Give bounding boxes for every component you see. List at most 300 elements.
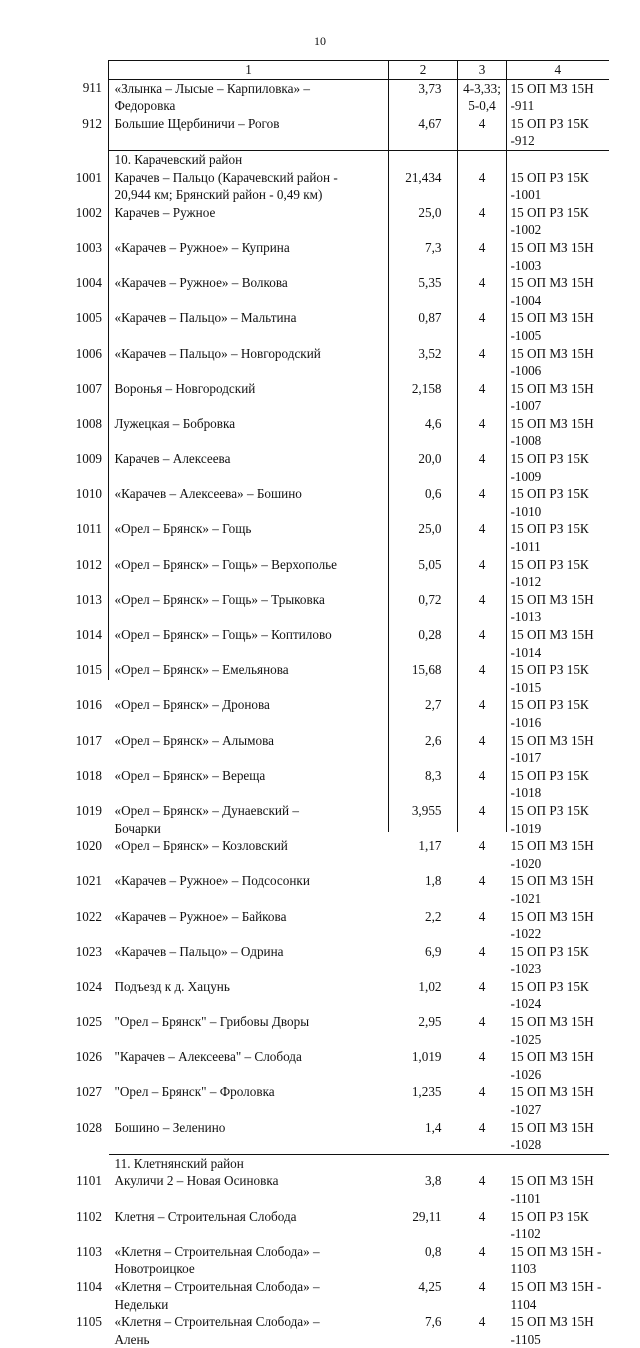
cell-road-name-text: Акуличи 2 – Новая Осиновка bbox=[114, 1173, 279, 1189]
row-number: 1024 bbox=[75, 978, 102, 994]
cell-category bbox=[458, 520, 507, 555]
cell-code-text: 15 ОП РЗ 15К -1010 bbox=[510, 486, 589, 519]
cell-category bbox=[458, 150, 507, 168]
table-row bbox=[109, 802, 609, 837]
cell-code bbox=[507, 520, 609, 555]
page-number: 10 bbox=[314, 34, 326, 48]
table-row bbox=[109, 239, 609, 274]
cell-road-name-text: «Клетня – Строительная Слобода» – bbox=[114, 1278, 320, 1294]
cell-length-text: 0,28 bbox=[418, 627, 442, 642]
cell-code-text: 15 ОП МЗ 15Н -1006 bbox=[510, 345, 594, 379]
cell-length-text: 4,6 bbox=[425, 415, 442, 431]
cell-length-text: 3,73 bbox=[418, 80, 442, 96]
table-row bbox=[109, 450, 609, 485]
cell-road-name-text: «Карачев – Алексеева» – Бошино bbox=[114, 486, 302, 502]
cell-category-text: 4 bbox=[478, 486, 486, 502]
cell-code bbox=[507, 591, 609, 626]
cell-road-name-text: Воронья – Новгородский bbox=[114, 380, 256, 396]
cell-code bbox=[507, 1172, 609, 1207]
cell-road-name-text: 20,944 км; Брянский район - 0,49 км) bbox=[114, 187, 323, 203]
cell-category bbox=[458, 309, 507, 344]
row-number: 1003 bbox=[75, 239, 102, 255]
table-row bbox=[109, 204, 609, 239]
cell-road-name bbox=[109, 274, 389, 309]
cell-category bbox=[458, 1013, 507, 1048]
cell-code bbox=[507, 309, 609, 344]
cell-category bbox=[458, 115, 507, 151]
cell-code-text: 15 ОП МЗ 15Н -1017 bbox=[510, 732, 594, 766]
cell-code-text: 15 ОП РЗ 15К -1023 bbox=[510, 943, 589, 977]
cell-length-text: 29,11 bbox=[412, 1208, 442, 1224]
cell-length-text: 0,8 bbox=[425, 1243, 442, 1259]
cell-length-text: 4,67 bbox=[418, 115, 442, 131]
row-number: 1103 bbox=[76, 1243, 102, 1259]
cell-code-text: 15 ОП МЗ 15Н -1014 bbox=[510, 627, 594, 660]
cell-length-text: 8,3 bbox=[425, 767, 442, 783]
cell-road-name bbox=[109, 556, 389, 591]
cell-road-name-text: «Орел – Брянск» – Гощь» – Коптилово bbox=[114, 627, 332, 642]
cell-length bbox=[389, 1243, 458, 1278]
cell-length-text: 25,0 bbox=[418, 204, 442, 220]
cell-code-text: 15 ОП МЗ 15Н -1007 bbox=[510, 380, 594, 414]
cell-length bbox=[389, 415, 458, 450]
cell-length bbox=[389, 380, 458, 415]
row-number: 912 bbox=[82, 115, 102, 131]
cell-code-text: 15 ОП РЗ 15К -1001 bbox=[510, 169, 589, 203]
table-row bbox=[109, 380, 609, 415]
table-row bbox=[109, 626, 609, 661]
cell-length bbox=[389, 204, 458, 239]
section-row bbox=[109, 150, 609, 168]
cell-length bbox=[389, 732, 458, 767]
cell-code-text: 15 ОП МЗ 15Н -1013 bbox=[510, 591, 594, 625]
cell-category-text: 4 bbox=[478, 169, 486, 185]
cell-category-text: 4 bbox=[478, 204, 486, 220]
table-row bbox=[109, 1119, 609, 1155]
cell-code bbox=[507, 943, 609, 978]
cell-category bbox=[458, 1243, 507, 1278]
cell-length bbox=[389, 943, 458, 978]
row-number: 1005 bbox=[75, 310, 102, 326]
cell-road-name bbox=[109, 661, 389, 696]
cell-road-name-text: Федоровка bbox=[114, 98, 176, 114]
table-row bbox=[109, 485, 609, 520]
cell-code-text: 15 ОП РЗ 15К -1012 bbox=[510, 556, 589, 590]
table-row bbox=[109, 591, 609, 626]
cell-length bbox=[389, 626, 458, 661]
cell-code bbox=[507, 274, 609, 309]
row-number: 1001 bbox=[75, 169, 102, 185]
table-row bbox=[109, 1243, 609, 1278]
header-col-1: 1 bbox=[109, 61, 389, 80]
cell-category bbox=[458, 169, 507, 204]
header-row bbox=[109, 61, 609, 80]
cell-length bbox=[389, 274, 458, 309]
table-row bbox=[109, 115, 609, 151]
cell-code bbox=[507, 1313, 609, 1348]
cell-category bbox=[458, 415, 507, 450]
cell-code-text: 15 ОП РЗ 15К -1102 bbox=[510, 1208, 589, 1242]
cell-category-text: 4 bbox=[478, 1014, 486, 1030]
row-number: 1012 bbox=[75, 556, 102, 572]
cell-length-text: 21,434 bbox=[405, 169, 442, 185]
cell-length-text: 1,235 bbox=[411, 1084, 442, 1100]
cell-category-text: 4 bbox=[478, 662, 486, 678]
row-number: 1023 bbox=[75, 943, 102, 959]
cell-code-text: 15 ОП МЗ 15Н -1105 bbox=[510, 1314, 594, 1347]
cell-code-text: 15 ОП РЗ 15К -1024 bbox=[510, 978, 589, 1012]
cell-length bbox=[389, 978, 458, 1013]
cell-code bbox=[507, 626, 609, 661]
table-row bbox=[109, 415, 609, 450]
cell-road-name-text: «Карачев – Ружное» – Куприна bbox=[114, 239, 290, 255]
cell-length bbox=[389, 872, 458, 907]
cell-road-name bbox=[109, 485, 389, 520]
row-number: 1016 bbox=[75, 697, 102, 713]
cell-code bbox=[507, 485, 609, 520]
cell-road-name bbox=[109, 450, 389, 485]
cell-code-text: 1103 bbox=[510, 1261, 537, 1277]
cell-category bbox=[458, 1119, 507, 1155]
row-number: 1101 bbox=[76, 1173, 102, 1189]
cell-category-text: 4 bbox=[478, 908, 486, 924]
cell-road-name bbox=[109, 1243, 389, 1278]
cell-category-text: 4 bbox=[478, 1278, 486, 1294]
cell-code-text: 15 ОП МЗ 15Н -1022 bbox=[510, 908, 594, 942]
row-number: 1104 bbox=[76, 1278, 102, 1294]
header-col-4: 4 bbox=[507, 61, 609, 80]
cell-category-text: 4 bbox=[478, 732, 486, 748]
table-row bbox=[109, 1083, 609, 1118]
cell-code-text: 1104 bbox=[510, 1296, 537, 1312]
cell-road-name-text: «Орел – Брянск» – Вереща bbox=[114, 767, 266, 783]
cell-code bbox=[507, 239, 609, 274]
cell-category-text: 4 bbox=[478, 451, 486, 467]
row-number: 1010 bbox=[75, 486, 102, 502]
cell-length bbox=[389, 1313, 458, 1348]
cell-category-text: 5-0,4 bbox=[468, 98, 496, 114]
cell-length bbox=[389, 1154, 458, 1172]
cell-road-name-text: Карачев – Алексеева bbox=[114, 451, 231, 467]
row-number: 1007 bbox=[75, 380, 102, 396]
cell-category-text: 4 bbox=[478, 115, 486, 131]
cell-length-text: 5,05 bbox=[418, 556, 442, 572]
table-row bbox=[109, 169, 609, 204]
cell-category bbox=[458, 696, 507, 731]
section-title bbox=[109, 150, 389, 168]
cell-category-text: 4 bbox=[478, 591, 486, 607]
cell-length-text: 1,019 bbox=[411, 1049, 442, 1065]
cell-length-text: 1,4 bbox=[425, 1119, 442, 1135]
cell-road-name bbox=[109, 115, 389, 151]
section-title-text: 11. Клетнянский район bbox=[114, 1155, 244, 1171]
cell-category-text: 4 bbox=[478, 943, 486, 959]
cell-code-text: 15 ОП РЗ 15К -912 bbox=[510, 115, 589, 149]
cell-category bbox=[458, 661, 507, 696]
cell-code-text: 15 ОП МЗ 15Н -1004 bbox=[510, 275, 594, 308]
cell-road-name bbox=[109, 345, 389, 380]
cell-category-text: 4 bbox=[478, 345, 486, 361]
cell-category bbox=[458, 1083, 507, 1118]
cell-road-name bbox=[109, 415, 389, 450]
cell-road-name bbox=[109, 1208, 389, 1243]
cell-length-text: 0,72 bbox=[418, 591, 442, 607]
cell-road-name bbox=[109, 872, 389, 907]
cell-category bbox=[458, 1154, 507, 1172]
cell-road-name bbox=[109, 732, 389, 767]
cell-code bbox=[507, 837, 609, 872]
cell-road-name-text: «Клетня – Строительная Слобода» – bbox=[114, 1243, 320, 1259]
cell-road-name-text: «Карачев – Ружное» – Подсосонки bbox=[114, 873, 310, 889]
cell-category-text: 4 bbox=[478, 802, 486, 818]
table-row bbox=[109, 908, 609, 943]
cell-code-text: 15 ОП МЗ 15Н -1101 bbox=[510, 1173, 594, 1206]
cell-category bbox=[458, 1313, 507, 1348]
cell-category-text: 4 bbox=[478, 767, 486, 783]
row-number: 1008 bbox=[75, 415, 102, 431]
cell-length bbox=[389, 802, 458, 837]
cell-code-text: 15 ОП РЗ 15К -1015 bbox=[510, 662, 589, 695]
cell-category-text: 4 bbox=[478, 627, 486, 642]
cell-length bbox=[389, 79, 458, 115]
cell-category-text: 4 bbox=[478, 1119, 486, 1135]
cell-road-name bbox=[109, 1119, 389, 1155]
table-row bbox=[109, 556, 609, 591]
cell-code bbox=[507, 1154, 609, 1172]
cell-category-text: 4 bbox=[478, 1243, 486, 1259]
cell-code bbox=[507, 1243, 609, 1278]
cell-category bbox=[458, 274, 507, 309]
table-row bbox=[109, 1208, 609, 1243]
cell-category bbox=[458, 239, 507, 274]
cell-code bbox=[507, 1048, 609, 1083]
section-title-text: 10. Карачевский район bbox=[114, 151, 243, 167]
row-number: 911 bbox=[82, 80, 102, 96]
cell-length bbox=[389, 591, 458, 626]
cell-code bbox=[507, 732, 609, 767]
section-row bbox=[109, 1154, 609, 1172]
row-number: 1105 bbox=[76, 1314, 102, 1330]
cell-category-text: 4 bbox=[478, 1314, 486, 1330]
cell-category-text: 4 bbox=[478, 310, 486, 326]
cell-category bbox=[458, 837, 507, 872]
table-row bbox=[109, 274, 609, 309]
row-number: 1026 bbox=[75, 1049, 102, 1065]
cell-category-text: 4 bbox=[478, 415, 486, 431]
cell-road-name bbox=[109, 204, 389, 239]
cell-length bbox=[389, 1172, 458, 1207]
cell-road-name-text: Карачев – Пальцо (Карачевский район - bbox=[114, 169, 338, 185]
cell-category-text: 4 bbox=[478, 239, 486, 255]
cell-code bbox=[507, 115, 609, 151]
cell-road-name bbox=[109, 380, 389, 415]
cell-code bbox=[507, 908, 609, 943]
row-number: 1009 bbox=[75, 451, 102, 467]
cell-code-text: 15 ОП МЗ 15Н -1025 bbox=[510, 1014, 594, 1047]
cell-road-name bbox=[109, 79, 389, 115]
cell-road-name bbox=[109, 626, 389, 661]
cell-category-text: 4 bbox=[478, 697, 486, 713]
cell-category-text: 4 bbox=[478, 1173, 486, 1189]
cell-length bbox=[389, 169, 458, 204]
cell-code bbox=[507, 1083, 609, 1118]
cell-length bbox=[389, 485, 458, 520]
cell-length-text: 15,68 bbox=[411, 662, 442, 678]
table-row bbox=[109, 943, 609, 978]
cell-length-text: 7,3 bbox=[425, 239, 442, 255]
row-number: 1022 bbox=[75, 908, 102, 924]
cell-road-name-text: «Орел – Брянск» – Алымова bbox=[114, 732, 274, 748]
cell-code bbox=[507, 696, 609, 731]
cell-length bbox=[389, 1013, 458, 1048]
cell-code bbox=[507, 556, 609, 591]
cell-length-text: 2,95 bbox=[418, 1014, 442, 1030]
cell-code bbox=[507, 380, 609, 415]
cell-length-text: 7,6 bbox=[425, 1314, 442, 1330]
cell-category-text: 4 bbox=[478, 873, 486, 889]
cell-length bbox=[389, 696, 458, 731]
cell-road-name bbox=[109, 802, 389, 837]
cell-length-text: 3,8 bbox=[425, 1173, 442, 1189]
cell-road-name bbox=[109, 1172, 389, 1207]
cell-length bbox=[389, 239, 458, 274]
cell-road-name-text: «Карачев – Ружное» – Волкова bbox=[114, 275, 288, 291]
row-number: 1025 bbox=[75, 1014, 102, 1030]
cell-road-name bbox=[109, 591, 389, 626]
cell-road-name-text: «Орел – Брянск» – Емельянова bbox=[114, 662, 289, 678]
cell-road-name bbox=[109, 1083, 389, 1118]
cell-code-text: 15 ОП МЗ 15Н -1003 bbox=[510, 239, 594, 273]
cell-category bbox=[458, 802, 507, 837]
row-number: 1014 bbox=[75, 627, 102, 642]
cell-length-text: 0,87 bbox=[418, 310, 442, 326]
cell-code-text: 15 ОП РЗ 15К -1018 bbox=[510, 767, 589, 801]
table-row bbox=[109, 661, 609, 696]
cell-category-text: 4 bbox=[478, 275, 486, 291]
cell-code bbox=[507, 169, 609, 204]
row-number: 1102 bbox=[76, 1208, 102, 1224]
row-number: 1002 bbox=[75, 204, 102, 220]
table-row bbox=[109, 1048, 609, 1083]
cell-road-name bbox=[109, 520, 389, 555]
cell-code bbox=[507, 1278, 609, 1313]
row-number: 1027 bbox=[75, 1084, 102, 1100]
cell-length-text: 3,955 bbox=[411, 802, 442, 818]
cell-length-text: 20,0 bbox=[418, 451, 442, 467]
cell-category bbox=[458, 591, 507, 626]
cell-length bbox=[389, 1208, 458, 1243]
cell-road-name-text: «Орел – Брянск» – Гощь» – Трыковка bbox=[114, 591, 325, 607]
cell-road-name-text: Лужецкая – Бобровка bbox=[114, 415, 236, 431]
cell-length bbox=[389, 767, 458, 802]
cell-category bbox=[458, 556, 507, 591]
cell-length bbox=[389, 1278, 458, 1313]
cell-length bbox=[389, 908, 458, 943]
cell-code-text: 15 ОП РЗ 15К -1011 bbox=[510, 521, 589, 555]
cell-road-name bbox=[109, 239, 389, 274]
row-number: 1011 bbox=[76, 521, 102, 537]
cell-length bbox=[389, 837, 458, 872]
row-number: 1004 bbox=[75, 275, 102, 291]
cell-road-name-text: «Орел – Брянск» – Гощь bbox=[114, 521, 252, 537]
header-col-3: 3 bbox=[458, 61, 507, 80]
cell-length bbox=[389, 345, 458, 380]
cell-road-name-text: Алень bbox=[114, 1331, 150, 1347]
cell-category-text: 4-3,33; bbox=[463, 80, 501, 96]
cell-road-name-text: "Орел – Брянск" – Фроловка bbox=[114, 1084, 275, 1100]
row-number: 1018 bbox=[75, 767, 102, 783]
cell-code bbox=[507, 415, 609, 450]
row-number: 1017 bbox=[75, 732, 102, 748]
cell-road-name bbox=[109, 309, 389, 344]
cell-length bbox=[389, 1048, 458, 1083]
cell-code bbox=[507, 872, 609, 907]
cell-category bbox=[458, 1172, 507, 1207]
cell-code bbox=[507, 1013, 609, 1048]
cell-code bbox=[507, 204, 609, 239]
table-row bbox=[109, 1013, 609, 1048]
row-number: 1021 bbox=[75, 873, 102, 889]
table-row bbox=[109, 872, 609, 907]
cell-code-text: 15 ОП МЗ 15Н - bbox=[510, 1243, 602, 1259]
cell-length bbox=[389, 309, 458, 344]
cell-category-text: 4 bbox=[478, 838, 486, 854]
cell-road-name-text: «Орел – Брянск» – Дронова bbox=[114, 697, 270, 713]
cell-category-text: 4 bbox=[478, 978, 486, 994]
cell-road-name bbox=[109, 767, 389, 802]
cell-length-text: 0,6 bbox=[425, 486, 442, 502]
table-row bbox=[109, 345, 609, 380]
cell-code bbox=[507, 345, 609, 380]
cell-length-text: 2,6 bbox=[425, 732, 442, 748]
cell-road-name bbox=[109, 696, 389, 731]
cell-length-text: 6,9 bbox=[425, 943, 442, 959]
cell-road-name bbox=[109, 1278, 389, 1313]
cell-length bbox=[389, 556, 458, 591]
cell-category-text: 4 bbox=[478, 1084, 486, 1100]
cell-category bbox=[458, 450, 507, 485]
cell-code-text: 15 ОП МЗ 15Н -1028 bbox=[510, 1119, 594, 1153]
cell-road-name-text: «Клетня – Строительная Слобода» – bbox=[114, 1314, 320, 1330]
cell-category bbox=[458, 380, 507, 415]
cell-category-text: 4 bbox=[478, 556, 486, 572]
cell-length bbox=[389, 115, 458, 151]
cell-category bbox=[458, 1048, 507, 1083]
table-row bbox=[109, 79, 609, 115]
cell-code-text: 15 ОП РЗ 15К -1019 bbox=[510, 802, 589, 836]
table-row bbox=[109, 732, 609, 767]
cell-code bbox=[507, 1208, 609, 1243]
cell-road-name-text: «Карачев – Пальцо» – Мальтина bbox=[114, 310, 297, 326]
cell-length-text: 2,158 bbox=[411, 380, 442, 396]
cell-road-name-text: «Карачев – Пальцо» – Новгородский bbox=[114, 345, 321, 361]
cell-length-text: 2,7 bbox=[425, 697, 442, 713]
row-number: 1020 bbox=[75, 838, 102, 854]
row-number: 1019 bbox=[75, 802, 102, 818]
cell-road-name-text: Подъезд к д. Хацунь bbox=[114, 978, 230, 994]
cell-road-name-text: Новотроицкое bbox=[114, 1261, 195, 1277]
row-number: 1028 bbox=[75, 1119, 102, 1135]
cell-category bbox=[458, 1208, 507, 1243]
cell-road-name-text: Недельки bbox=[114, 1296, 169, 1312]
cell-length bbox=[389, 520, 458, 555]
cell-road-name-text: «Карачев – Ружное» – Байкова bbox=[114, 908, 287, 924]
cell-road-name bbox=[109, 978, 389, 1013]
cell-length-text: 4,25 bbox=[418, 1278, 442, 1294]
cell-road-name-text: «Орел – Брянск» – Козловский bbox=[114, 838, 288, 854]
cell-category bbox=[458, 485, 507, 520]
header-col-2: 2 bbox=[389, 61, 458, 80]
